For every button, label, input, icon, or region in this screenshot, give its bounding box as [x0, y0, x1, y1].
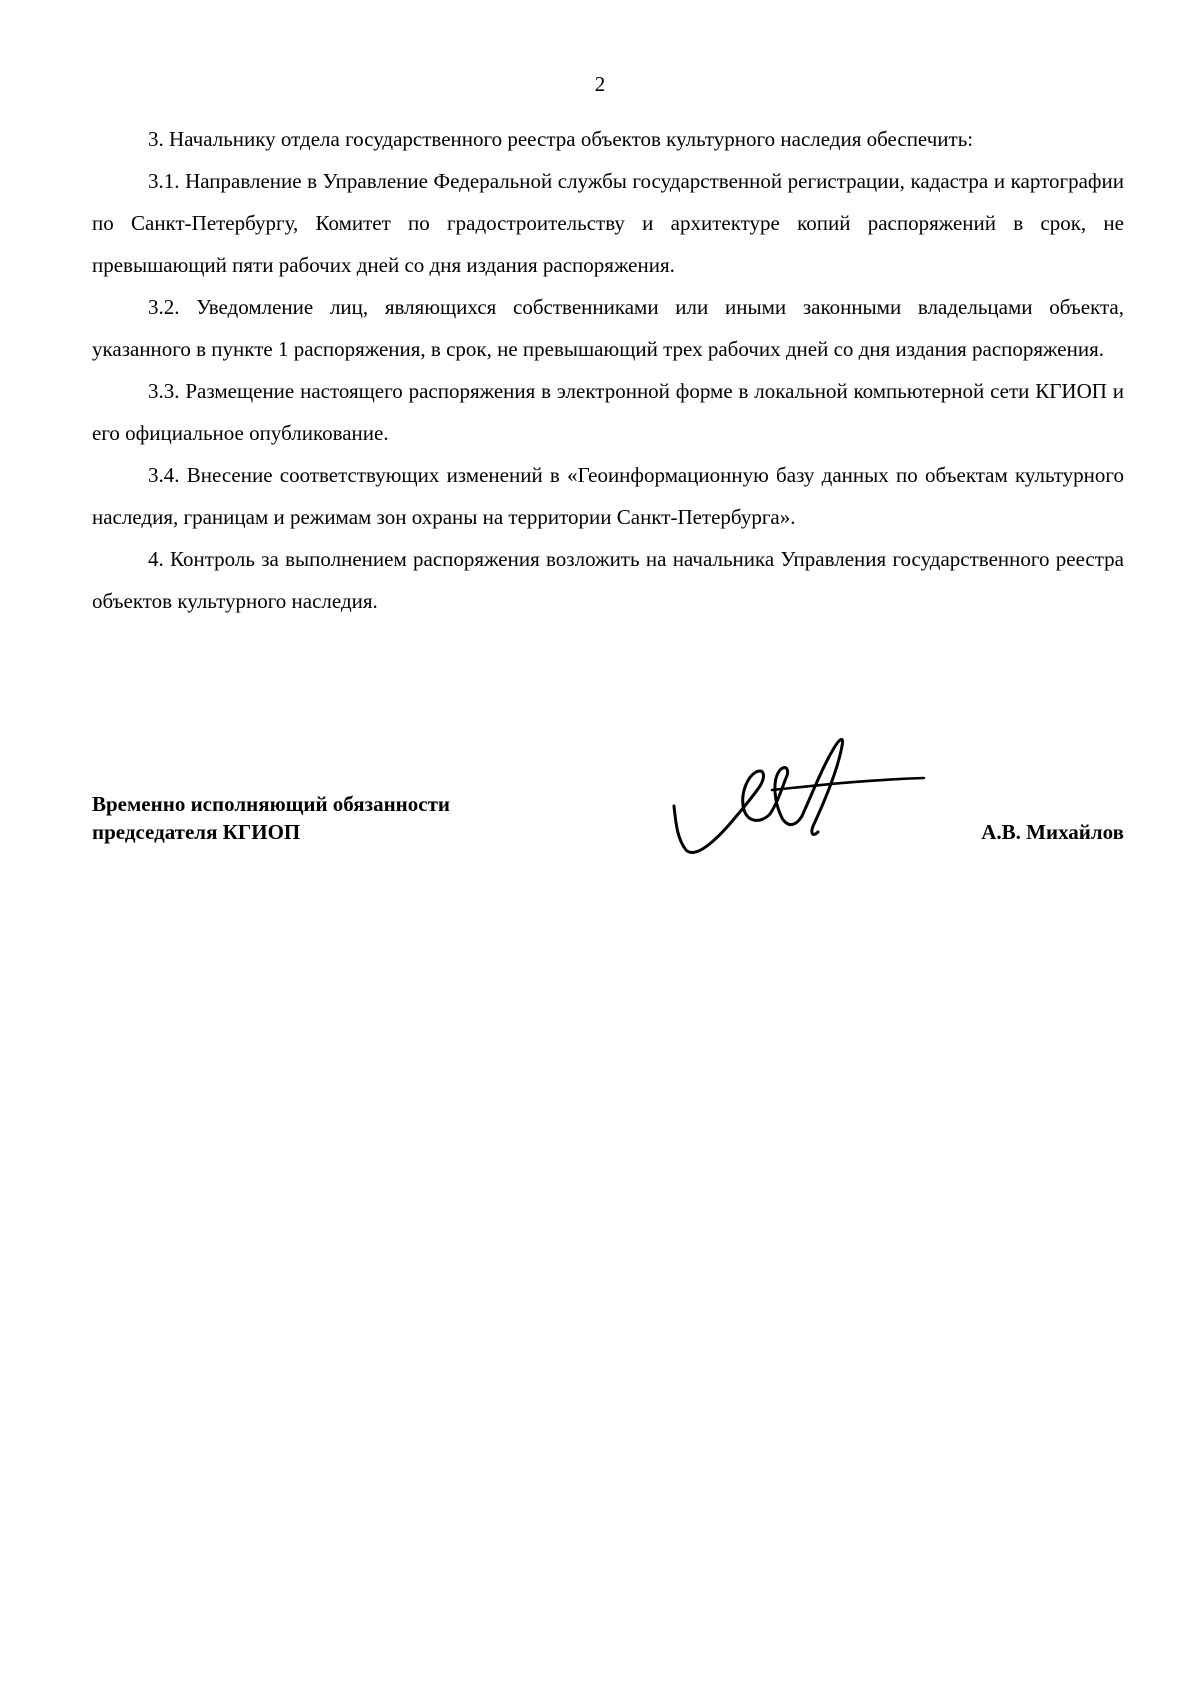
signer-name: А.В. Михайлов [981, 820, 1124, 844]
signer-position [92, 790, 450, 846]
document-body [92, 118, 1124, 622]
paragraph-3-1: 3.1. Направление в Управление Федеральной службы государственной регистрации, кадастра и картографии по Санкт-Петербургу, Комитет по градостроительству и архитектуре копий распоряжений в срок, не превышающий пяти рабочих дней со дня издания распоряжения. [92, 169, 1124, 277]
page-number: 2 [594, 72, 606, 96]
signature-block [92, 790, 1124, 900]
signer-position-line-2: председателя КГИОП [92, 820, 301, 844]
handwritten-signature-icon [662, 728, 932, 868]
paragraph-3-2: 3.2. Уведомление лиц, являющихся собственниками или иными законными владельцами объекта, указанного в пункте 1 распоряжения, в срок, не превышающий трех рабочих дней со дня издания распоряжения. [92, 295, 1124, 361]
paragraph-4: 4. Контроль за выполнением распоряжения возложить на начальника Управления государственного реестра объектов культурного наследия. [92, 547, 1124, 613]
paragraph-3-3: 3.3. Размещение настоящего распоряжения в электронной форме в локальной компьютерной сети КГИОП и его официальное опубликование. [92, 379, 1124, 445]
paragraph-3-4: 3.4. Внесение соответствующих изменений в «Геоинформационную базу данных по объектам культурного наследия, границам и режимам зон охраны на территории Санкт-Петербурга». [92, 463, 1124, 529]
paragraph-3: 3. Начальнику отдела государственного реестра объектов культурного наследия обеспечить: [148, 127, 974, 151]
signer-position-line-1: Временно исполняющий обязанности [92, 792, 451, 816]
